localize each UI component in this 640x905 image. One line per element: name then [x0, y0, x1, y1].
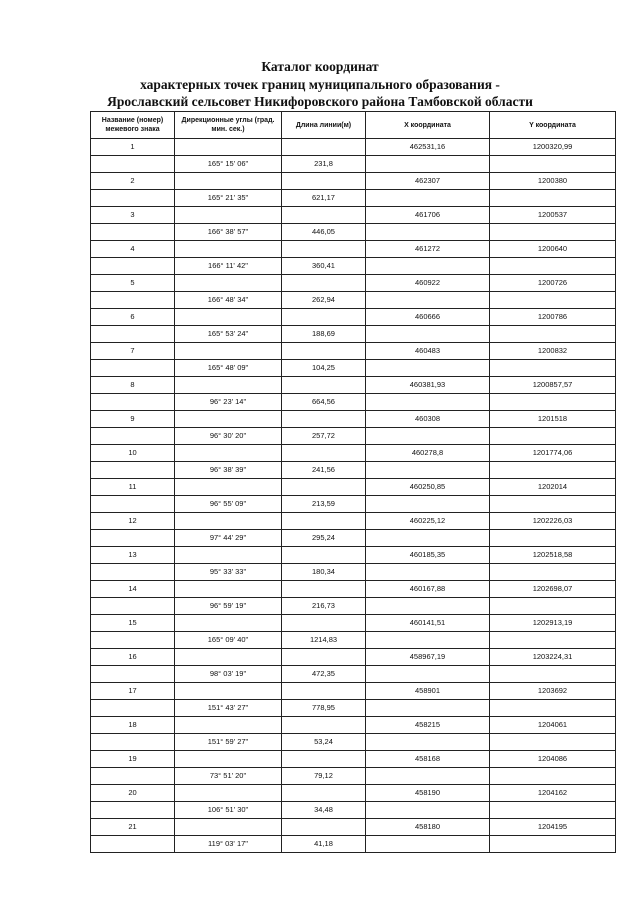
empty-name-cell	[91, 768, 175, 785]
point-name-cell: 10	[91, 445, 175, 462]
header-x-coordinate: X координата	[366, 112, 490, 139]
direction-angle-cell: 96° 59' 19"	[175, 598, 282, 615]
empty-angle-cell	[175, 445, 282, 462]
empty-length-cell	[282, 343, 366, 360]
direction-angle-cell: 165° 09' 40"	[175, 632, 282, 649]
empty-length-cell	[282, 683, 366, 700]
direction-angle-cell: 96° 38' 39"	[175, 462, 282, 479]
x-coordinate-cell: 460250,85	[366, 479, 490, 496]
direction-angle-cell: 165° 15' 06"	[175, 156, 282, 173]
empty-y-cell	[490, 768, 616, 785]
empty-name-cell	[91, 224, 175, 241]
empty-y-cell	[490, 496, 616, 513]
line-length-cell: 778,95	[282, 700, 366, 717]
x-coordinate-cell: 461706	[366, 207, 490, 224]
empty-x-cell	[366, 734, 490, 751]
empty-name-cell	[91, 394, 175, 411]
empty-y-cell	[490, 224, 616, 241]
empty-name-cell	[91, 292, 175, 309]
direction-angle-cell: 96° 30' 20"	[175, 428, 282, 445]
empty-y-cell	[490, 734, 616, 751]
line-length-cell: 231,8	[282, 156, 366, 173]
empty-length-cell	[282, 649, 366, 666]
empty-angle-cell	[175, 683, 282, 700]
point-name-cell: 12	[91, 513, 175, 530]
point-row	[91, 785, 616, 802]
line-length-cell: 180,34	[282, 564, 366, 581]
segment-row	[91, 360, 616, 377]
empty-length-cell	[282, 275, 366, 292]
line-length-cell: 41,18	[282, 836, 366, 853]
empty-angle-cell	[175, 343, 282, 360]
x-coordinate-cell: 458168	[366, 751, 490, 768]
segment-row	[91, 394, 616, 411]
x-coordinate-cell: 461272	[366, 241, 490, 258]
empty-y-cell	[490, 836, 616, 853]
y-coordinate-cell: 1201518	[490, 411, 616, 428]
empty-y-cell	[490, 394, 616, 411]
point-name-cell: 4	[91, 241, 175, 258]
segment-row	[91, 428, 616, 445]
direction-angle-cell: 166° 48' 34"	[175, 292, 282, 309]
x-coordinate-cell: 458180	[366, 819, 490, 836]
x-coordinate-cell: 460225,12	[366, 513, 490, 530]
point-row	[91, 207, 616, 224]
x-coordinate-cell: 458190	[366, 785, 490, 802]
line-length-cell: 216,73	[282, 598, 366, 615]
empty-name-cell	[91, 190, 175, 207]
table-header-row	[91, 112, 616, 139]
line-length-cell: 360,41	[282, 258, 366, 275]
empty-angle-cell	[175, 207, 282, 224]
y-coordinate-cell: 1200786	[490, 309, 616, 326]
line-length-cell: 213,59	[282, 496, 366, 513]
line-length-cell: 257,72	[282, 428, 366, 445]
direction-angle-cell: 151° 59' 27"	[175, 734, 282, 751]
point-row	[91, 751, 616, 768]
direction-angle-cell: 73° 51' 20"	[175, 768, 282, 785]
line-length-cell: 79,12	[282, 768, 366, 785]
y-coordinate-cell: 1204195	[490, 819, 616, 836]
empty-angle-cell	[175, 819, 282, 836]
point-row	[91, 343, 616, 360]
line-length-cell: 53,24	[282, 734, 366, 751]
segment-row	[91, 666, 616, 683]
x-coordinate-cell: 460278,8	[366, 445, 490, 462]
empty-x-cell	[366, 292, 490, 309]
title-line-2: характерных точек границ муниципального образования -	[140, 76, 500, 92]
y-coordinate-cell: 1203692	[490, 683, 616, 700]
empty-name-cell	[91, 564, 175, 581]
empty-y-cell	[490, 326, 616, 343]
x-coordinate-cell: 460308	[366, 411, 490, 428]
y-coordinate-cell: 1200640	[490, 241, 616, 258]
empty-name-cell	[91, 258, 175, 275]
direction-angle-cell: 165° 53' 24"	[175, 326, 282, 343]
y-coordinate-cell: 1200857,57	[490, 377, 616, 394]
empty-y-cell	[490, 156, 616, 173]
coordinates-table	[90, 111, 616, 853]
empty-name-cell	[91, 462, 175, 479]
line-length-cell: 1214,83	[282, 632, 366, 649]
point-name-cell: 3	[91, 207, 175, 224]
empty-name-cell	[91, 428, 175, 445]
empty-length-cell	[282, 411, 366, 428]
empty-length-cell	[282, 241, 366, 258]
point-name-cell: 6	[91, 309, 175, 326]
header-direction-angle: Дирекционные углы (град. мин. сек.)	[175, 112, 282, 139]
segment-row	[91, 496, 616, 513]
direction-angle-cell: 166° 11' 42"	[175, 258, 282, 275]
line-length-cell: 472,35	[282, 666, 366, 683]
segment-row	[91, 224, 616, 241]
point-name-cell: 7	[91, 343, 175, 360]
direction-angle-cell: 165° 21' 35"	[175, 190, 282, 207]
empty-angle-cell	[175, 479, 282, 496]
empty-name-cell	[91, 598, 175, 615]
y-coordinate-cell: 1200320,99	[490, 139, 616, 156]
empty-name-cell	[91, 156, 175, 173]
empty-angle-cell	[175, 309, 282, 326]
line-length-cell: 104,25	[282, 360, 366, 377]
point-name-cell: 16	[91, 649, 175, 666]
empty-name-cell	[91, 632, 175, 649]
segment-row	[91, 292, 616, 309]
empty-name-cell	[91, 802, 175, 819]
title-line-1: Каталог координат	[261, 59, 379, 74]
point-name-cell: 5	[91, 275, 175, 292]
empty-length-cell	[282, 513, 366, 530]
point-name-cell: 9	[91, 411, 175, 428]
point-row	[91, 615, 616, 632]
point-name-cell: 15	[91, 615, 175, 632]
empty-length-cell	[282, 581, 366, 598]
empty-x-cell	[366, 530, 490, 547]
empty-name-cell	[91, 700, 175, 717]
y-coordinate-cell: 1202518,58	[490, 547, 616, 564]
point-row	[91, 819, 616, 836]
line-length-cell: 446,05	[282, 224, 366, 241]
empty-name-cell	[91, 666, 175, 683]
line-length-cell: 241,56	[282, 462, 366, 479]
empty-angle-cell	[175, 581, 282, 598]
segment-row	[91, 632, 616, 649]
empty-length-cell	[282, 751, 366, 768]
header-line-length: Длина линии(м)	[282, 112, 366, 139]
empty-angle-cell	[175, 275, 282, 292]
empty-y-cell	[490, 802, 616, 819]
x-coordinate-cell: 460167,88	[366, 581, 490, 598]
empty-y-cell	[490, 190, 616, 207]
point-row	[91, 717, 616, 734]
y-coordinate-cell: 1201774,06	[490, 445, 616, 462]
segment-row	[91, 598, 616, 615]
x-coordinate-cell: 460922	[366, 275, 490, 292]
empty-x-cell	[366, 462, 490, 479]
point-row	[91, 275, 616, 292]
empty-x-cell	[366, 802, 490, 819]
y-coordinate-cell: 1200726	[490, 275, 616, 292]
y-coordinate-cell: 1204086	[490, 751, 616, 768]
line-length-cell: 295,24	[282, 530, 366, 547]
line-length-cell: 188,69	[282, 326, 366, 343]
y-coordinate-cell: 1202014	[490, 479, 616, 496]
x-coordinate-cell: 462531,16	[366, 139, 490, 156]
header-y-coordinate: Y координата	[490, 112, 616, 139]
empty-y-cell	[490, 258, 616, 275]
direction-angle-cell: 119° 03' 17"	[175, 836, 282, 853]
empty-length-cell	[282, 309, 366, 326]
point-name-cell: 19	[91, 751, 175, 768]
empty-angle-cell	[175, 547, 282, 564]
empty-length-cell	[282, 819, 366, 836]
y-coordinate-cell: 1202698,07	[490, 581, 616, 598]
title-line-3: Ярославский сельсовет Никифоровского района Тамбовской области	[107, 94, 533, 109]
segment-row	[91, 734, 616, 751]
empty-length-cell	[282, 615, 366, 632]
empty-y-cell	[490, 360, 616, 377]
empty-length-cell	[282, 717, 366, 734]
empty-x-cell	[366, 496, 490, 513]
empty-angle-cell	[175, 139, 282, 156]
empty-x-cell	[366, 700, 490, 717]
empty-y-cell	[490, 632, 616, 649]
point-name-cell: 8	[91, 377, 175, 394]
x-coordinate-cell: 458901	[366, 683, 490, 700]
empty-x-cell	[366, 156, 490, 173]
empty-length-cell	[282, 479, 366, 496]
empty-length-cell	[282, 785, 366, 802]
empty-x-cell	[366, 666, 490, 683]
point-row	[91, 445, 616, 462]
direction-angle-cell: 96° 23' 14"	[175, 394, 282, 411]
y-coordinate-cell: 1200537	[490, 207, 616, 224]
x-coordinate-cell: 460483	[366, 343, 490, 360]
point-row	[91, 513, 616, 530]
empty-x-cell	[366, 598, 490, 615]
empty-angle-cell	[175, 649, 282, 666]
y-coordinate-cell: 1204061	[490, 717, 616, 734]
direction-angle-cell: 98° 03' 19"	[175, 666, 282, 683]
direction-angle-cell: 166° 38' 57"	[175, 224, 282, 241]
empty-angle-cell	[175, 717, 282, 734]
line-length-cell: 262,94	[282, 292, 366, 309]
segment-row	[91, 462, 616, 479]
point-name-cell: 1	[91, 139, 175, 156]
direction-angle-cell: 106° 51' 30"	[175, 802, 282, 819]
point-row	[91, 547, 616, 564]
point-name-cell: 11	[91, 479, 175, 496]
point-name-cell: 2	[91, 173, 175, 190]
empty-length-cell	[282, 173, 366, 190]
empty-angle-cell	[175, 241, 282, 258]
line-length-cell: 621,17	[282, 190, 366, 207]
empty-x-cell	[366, 564, 490, 581]
point-name-cell: 13	[91, 547, 175, 564]
segment-row	[91, 190, 616, 207]
empty-y-cell	[490, 564, 616, 581]
empty-x-cell	[366, 224, 490, 241]
point-row	[91, 241, 616, 258]
table-body	[91, 139, 616, 853]
empty-y-cell	[490, 428, 616, 445]
segment-row	[91, 530, 616, 547]
empty-name-cell	[91, 326, 175, 343]
empty-x-cell	[366, 326, 490, 343]
point-row	[91, 139, 616, 156]
empty-angle-cell	[175, 615, 282, 632]
empty-length-cell	[282, 207, 366, 224]
segment-row	[91, 802, 616, 819]
empty-x-cell	[366, 632, 490, 649]
header-point-name: Название (номер) межевого знака	[91, 112, 175, 139]
empty-x-cell	[366, 768, 490, 785]
empty-angle-cell	[175, 411, 282, 428]
point-name-cell: 14	[91, 581, 175, 598]
point-row	[91, 309, 616, 326]
empty-angle-cell	[175, 173, 282, 190]
direction-angle-cell: 96° 55' 09"	[175, 496, 282, 513]
empty-y-cell	[490, 700, 616, 717]
x-coordinate-cell: 460185,35	[366, 547, 490, 564]
empty-x-cell	[366, 190, 490, 207]
direction-angle-cell: 95° 33' 33"	[175, 564, 282, 581]
x-coordinate-cell: 462307	[366, 173, 490, 190]
empty-name-cell	[91, 360, 175, 377]
segment-row	[91, 326, 616, 343]
point-row	[91, 479, 616, 496]
point-row	[91, 683, 616, 700]
segment-row	[91, 768, 616, 785]
point-row	[91, 649, 616, 666]
x-coordinate-cell: 458215	[366, 717, 490, 734]
empty-length-cell	[282, 377, 366, 394]
empty-angle-cell	[175, 377, 282, 394]
empty-x-cell	[366, 428, 490, 445]
point-row	[91, 581, 616, 598]
segment-row	[91, 836, 616, 853]
point-name-cell: 20	[91, 785, 175, 802]
x-coordinate-cell: 460141,51	[366, 615, 490, 632]
line-length-cell: 664,56	[282, 394, 366, 411]
empty-length-cell	[282, 139, 366, 156]
empty-y-cell	[490, 598, 616, 615]
empty-x-cell	[366, 394, 490, 411]
empty-x-cell	[366, 836, 490, 853]
x-coordinate-cell: 460381,93	[366, 377, 490, 394]
direction-angle-cell: 97° 44' 29"	[175, 530, 282, 547]
empty-y-cell	[490, 530, 616, 547]
y-coordinate-cell: 1202226,03	[490, 513, 616, 530]
segment-row	[91, 258, 616, 275]
point-row	[91, 377, 616, 394]
y-coordinate-cell: 1200832	[490, 343, 616, 360]
empty-y-cell	[490, 666, 616, 683]
empty-angle-cell	[175, 513, 282, 530]
point-name-cell: 18	[91, 717, 175, 734]
y-coordinate-cell: 1200380	[490, 173, 616, 190]
y-coordinate-cell: 1204162	[490, 785, 616, 802]
point-name-cell: 17	[91, 683, 175, 700]
document-title	[0, 58, 640, 111]
direction-angle-cell: 151° 43' 27"	[175, 700, 282, 717]
empty-y-cell	[490, 292, 616, 309]
empty-x-cell	[366, 258, 490, 275]
point-row	[91, 411, 616, 428]
empty-name-cell	[91, 530, 175, 547]
segment-row	[91, 564, 616, 581]
empty-name-cell	[91, 734, 175, 751]
empty-length-cell	[282, 547, 366, 564]
x-coordinate-cell: 458967,19	[366, 649, 490, 666]
empty-name-cell	[91, 836, 175, 853]
segment-row	[91, 700, 616, 717]
direction-angle-cell: 165° 48' 09"	[175, 360, 282, 377]
empty-length-cell	[282, 445, 366, 462]
point-name-cell: 21	[91, 819, 175, 836]
point-row	[91, 173, 616, 190]
segment-row	[91, 156, 616, 173]
empty-name-cell	[91, 496, 175, 513]
empty-y-cell	[490, 462, 616, 479]
x-coordinate-cell: 460666	[366, 309, 490, 326]
y-coordinate-cell: 1202913,19	[490, 615, 616, 632]
empty-angle-cell	[175, 751, 282, 768]
line-length-cell: 34,48	[282, 802, 366, 819]
empty-angle-cell	[175, 785, 282, 802]
empty-x-cell	[366, 360, 490, 377]
y-coordinate-cell: 1203224,31	[490, 649, 616, 666]
